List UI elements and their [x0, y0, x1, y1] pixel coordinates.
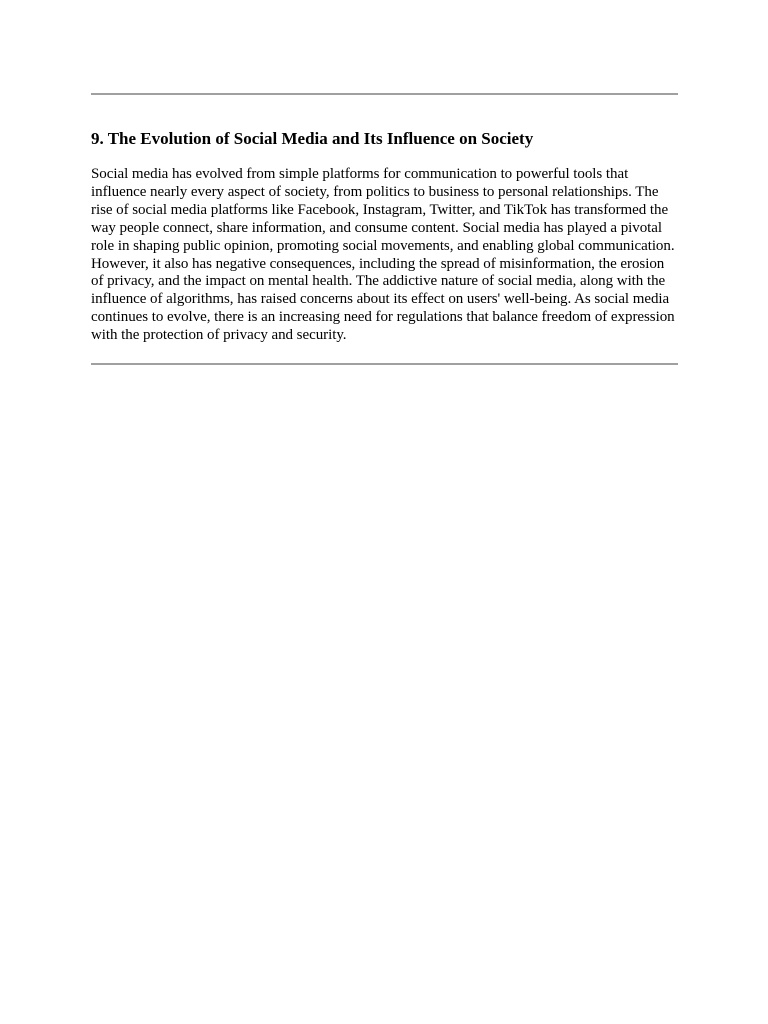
- top-divider: [91, 93, 678, 95]
- bottom-divider: [91, 363, 678, 365]
- section-paragraph: Social media has evolved from simple platforms for communication to powerful tools that influence nearly every aspect of society, from politics to business to personal relationships. The rise of social media platforms like Facebook, Instagram, Twitter, and TikTok has transformed the way people connect, share information, and consume content. Social media has played a pivotal role in shaping public opinion, promoting social movements, and enabling global communication. However, it also has negative consequences, including the spread of misinformation, the erosion of privacy, and the impact on mental health. The addictive nature of social media, along with the influence of algorithms, has raised concerns about its effect on users' well-being. As social media continues to evolve, there is an increasing need for regulations that balance freedom of expression with the protection of privacy and security.: [91, 166, 675, 344]
- section-title: 9. The Evolution of Social Media and Its Influence on Society: [91, 129, 534, 148]
